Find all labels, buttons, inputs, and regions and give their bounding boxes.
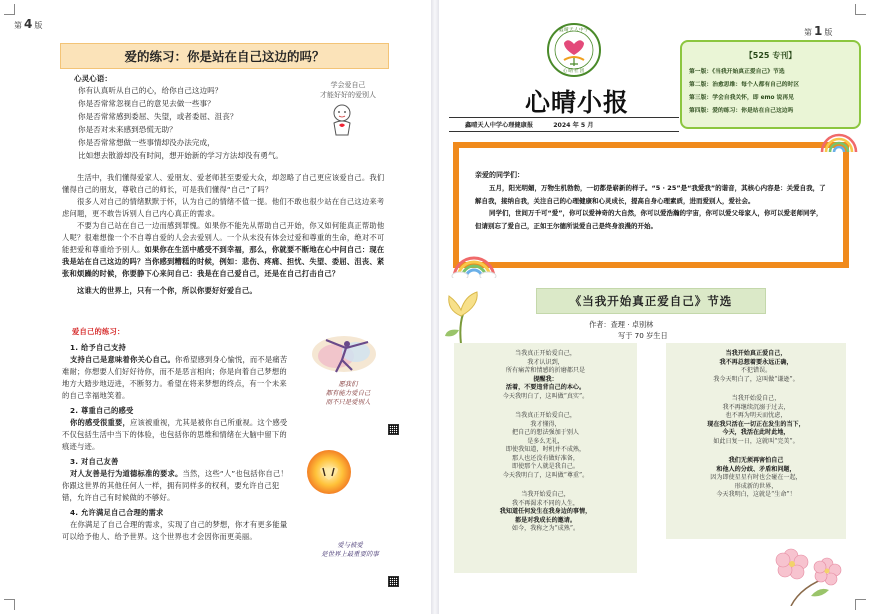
poem-line: 今天我明白了，这叫做“真实”。: [502, 392, 589, 400]
practice-item-body: 对人友善是行为道德标准的要求。当然，这些“人”也包括你自己！你跟这世界的其他任何人一样，拥有同样多的权利，要允许自己犯错，允许自己有时候做的不够好。: [62, 469, 288, 502]
question-line: 你是否常常忽视自己的意见去做一些事？: [78, 99, 215, 108]
poem-line: 今天，我活在此时此地，: [722, 429, 790, 436]
poem-line: 和他人的分歧、矛盾和问题，: [716, 465, 796, 473]
section-heading: 心灵心语：: [74, 74, 112, 83]
letter-body: [475, 182, 827, 232]
page-number-label: 第 4 版: [14, 17, 43, 31]
poem-line: 当我开始爱自己，: [731, 395, 781, 402]
special-issue-list: [689, 66, 861, 118]
question-line: 你有认真听从自己的心，给你自己这边吗？: [78, 86, 223, 95]
poem-line: 提醒我：: [533, 375, 558, 383]
issue-item: 第四版：爱的练习：你是站在自己这边吗: [689, 108, 794, 114]
letter-greeting: 亲爱的同学们：: [475, 171, 524, 179]
practice-heading: 爱自己的练习：: [72, 327, 125, 336]
article-body: [62, 172, 390, 297]
practice-item-title: 2. 尊重自己的感受: [70, 406, 134, 415]
poem-line: 我才认识到，: [527, 358, 564, 366]
question-line: 你是否常常感到委屈、失望，或者委屈、沮丧？: [78, 112, 238, 121]
poem-line: 我们无须再害怕自己: [728, 457, 784, 464]
image-caption: 爱与被爱 是世界上最重要的事: [321, 541, 379, 558]
crop-mark: [855, 4, 866, 15]
poem-line: 也不再为明天而忧虑，: [725, 412, 787, 419]
rainbow-icon: [451, 252, 497, 278]
special-issue-title: 【525 专刊】: [744, 51, 797, 60]
poem-right-text: [666, 350, 846, 511]
masthead-subline: 鑫晴天人中学心理健康报 2024 年 5 月: [465, 122, 594, 129]
poem-author-note: 写于 70 岁生日: [618, 331, 668, 340]
logo-top-text: 鑫晴天人中学: [559, 28, 589, 33]
pink-flower-icon: [761, 536, 851, 606]
left-page: [0, 0, 432, 614]
poem-line: 我才懂得，: [530, 420, 561, 428]
right-page: [439, 0, 870, 614]
page-title: 爱的练习：你是站在自己这边的吗？: [124, 49, 325, 64]
poem-line: 今天我明白了，这叫做“尊重”。: [502, 471, 589, 479]
poem-title: 《当我开始真正爱自己》节选: [569, 294, 733, 308]
poem-line: 即使那个人就是我自己。: [511, 463, 580, 470]
masthead-rule: [449, 117, 679, 118]
practice-section: [62, 326, 294, 543]
practice-item-body: 支持自己是意味着你关心自己。你希望感到身心愉悦，而不是痛苦难耐；你想要人们好好待你，而不是恶言相向；你是向着自己梦想的地方大踏步地迈进，不断努力。希望在将来梦想的终点，有一个未来的自己幸福地笑着。: [62, 355, 288, 400]
paragraph: 生活中，我们懂得爱家人、爱朋友、爱老师甚至要爱大众，却忽略了自己更应该爱自己。我们懂得自己的朋友，尊敬自己的师长，可是我们懂得“自己”了吗？: [62, 173, 385, 194]
rainbow-icon: [819, 130, 859, 152]
masthead-title: 心晴小报: [524, 88, 629, 117]
poem-line: 活着，不要违背自己的本心。: [505, 384, 586, 391]
page-gutter: [431, 0, 439, 614]
poem-stanza: [454, 491, 637, 534]
poem-line: 我不再总想着要永远正确，: [719, 358, 793, 366]
poem-line: 当我真正开始爱自己，: [515, 412, 576, 419]
paragraph: 很多人对自己的情绪默默于怀，认为自己的情绪不值一提。他们不敢也很少站在自己这边来考虑问题，更不敢告诉别人自己内心真正的需求。: [62, 197, 385, 218]
poem-line: 那人也还没有做好准备，: [511, 454, 580, 462]
poem-line: 今天我明白，这就是“生命”！: [716, 491, 796, 498]
poem-line: 当我真正开始爱自己，: [515, 350, 576, 357]
poem-line: 因为即使星星有时也会碰在一起，: [710, 474, 802, 481]
poem-line: 当我开始爱自己，: [521, 491, 570, 498]
poem-line: 如今，我称之为“成熟”。: [511, 525, 580, 532]
poem-stanza: [454, 412, 637, 480]
practice-item-title: 4. 允许满足自己合理的需求: [70, 508, 164, 517]
qr-code-icon: [388, 576, 399, 587]
question-line: 你是否常常想做一些事情却没办法完成，: [78, 138, 215, 147]
poem-line: 现在我只活在一切正在发生的当下，: [707, 420, 805, 428]
crop-mark: [4, 4, 15, 15]
page-number-label: 第 1 版: [804, 24, 833, 38]
practice-item-title: 3. 对自己友善: [70, 457, 119, 466]
issue-item: 第二版：治愈思维：每个人都有自己的时区: [689, 82, 800, 88]
yellow-flower-icon: [439, 286, 483, 344]
side-caption: 学会爱自己 才能好好的爱别人: [320, 81, 376, 99]
poem-line: 即使我知道，时机并不成熟，: [505, 446, 586, 453]
practice-item-title: 1. 给予自己支持: [70, 343, 126, 352]
poem-line: 我不再渴求不同的人生，: [511, 499, 580, 507]
poem-left-text: [454, 350, 637, 545]
slogan: 这谁大的世界上，只有一个你，所以你要好好爱自己。: [77, 286, 257, 295]
poem-stanza: [666, 395, 846, 446]
dancer-illustration: [306, 326, 384, 376]
paragraph: 不要为自己站在自己一边而感到罪愧。如果你不能先从帮助自己开始，你又如何能真正帮助他人呢？很难想像一个不自尊自爱的人会去爱别人。一个从未没有体会过爱和尊重的生命，绝对不可能把爱和尊重给予别人。如果你在生活中感受不到幸福，那么，你就要不断地在心中问自己：现在我是站在自己这边的吗？当你感到糟糕的时候，例如：悲伤、疼痛、担忧、失望、委屈、沮丧、紧张和烦躁的时候，你要静下心来问自己：我是在自己爱自己，还是在自己打击自己？: [62, 221, 385, 278]
masthead-rule: [449, 131, 679, 132]
questions-list: [78, 84, 328, 162]
poem-line: 不犯错误。: [740, 367, 772, 374]
poem-stanza: [666, 350, 846, 384]
logo-bottom-text: 心晴社团: [562, 69, 586, 74]
letter-paragraph: 五月，阳光明媚，万物生机勃勃，一切都是崭新的样子。“5 · 25”是“我爱我”的谐音，其核心内容是：关爱自我，了解自我，接纳自我，关注自己的心理健康和心灵成长，提高自身心理素质，进而爱别人，爱社会。: [475, 184, 826, 205]
hugging-figure-icon: [326, 103, 358, 137]
poem-author: 作者：查理 · 卓别林: [589, 320, 654, 329]
poem-stanza: [454, 350, 637, 401]
poem-line: 当我开始真正爱自己，: [725, 350, 787, 357]
image-caption: 愿我们 都有能力爱自己 而不只是爱别人: [325, 380, 371, 406]
poem-line: 我不再继续沉溺于过去，: [722, 403, 790, 411]
crop-mark: [4, 599, 15, 610]
poem-line: 形成新的世界，: [734, 482, 778, 490]
poem-line: 我知道任何发生在我身边的事情，: [499, 508, 592, 515]
practice-item-body: 在你满足了自己合理的需求，实现了自己的梦想，你才有更多能量可以给予他人、给予世界。这个世界也才会因你而更美丽。: [62, 520, 288, 541]
crop-mark: [855, 599, 866, 610]
question-line: 比如想去散游却没有时间，想开始新的学习方法却没有勇气。: [78, 151, 284, 160]
sunset-heart-illustration: [306, 446, 352, 498]
letter-paragraph: 同学们，世间万千可“爱”，你可以爱神奇的大自然，你可以爱浩瀚的宇宙，你可以爱父母家人，你可以爱老师同学，但请别忘了爱自己，正如王尔德所说爱自己是终身浪漫的开始。: [475, 209, 823, 230]
poem-stanza: [666, 457, 846, 500]
poem-line: 所有痛苦和情感的折磨都只是: [505, 367, 586, 374]
qr-code-icon: [388, 424, 399, 435]
poem-line: 我今天明白了，这叫做“谦逊”。: [713, 375, 799, 383]
poem-line: 把自己的想法强加于别人: [511, 429, 580, 436]
issue-item: 第一版：《当我开始真正爱自己》节选: [689, 69, 785, 75]
poem-line: 是多么无礼，: [527, 437, 564, 445]
question-line: 你是否对未来感到恐慌无助？: [78, 125, 177, 134]
poem-line: 都是对我成长的邀请。: [515, 516, 576, 524]
issue-item: 第三版：学会自我关怀，即 emo 说再见: [689, 95, 794, 101]
practice-item-body: 你的感受很重要，应该被重视，尤其是被你自己所重视。这个感受不仅包括生活中当下的体验，也包括你的思维和情绪在大脑中留下的痕迹与迹。: [62, 418, 288, 451]
poem-line: 如此日复一日，这就叫“完美”。: [713, 437, 799, 445]
